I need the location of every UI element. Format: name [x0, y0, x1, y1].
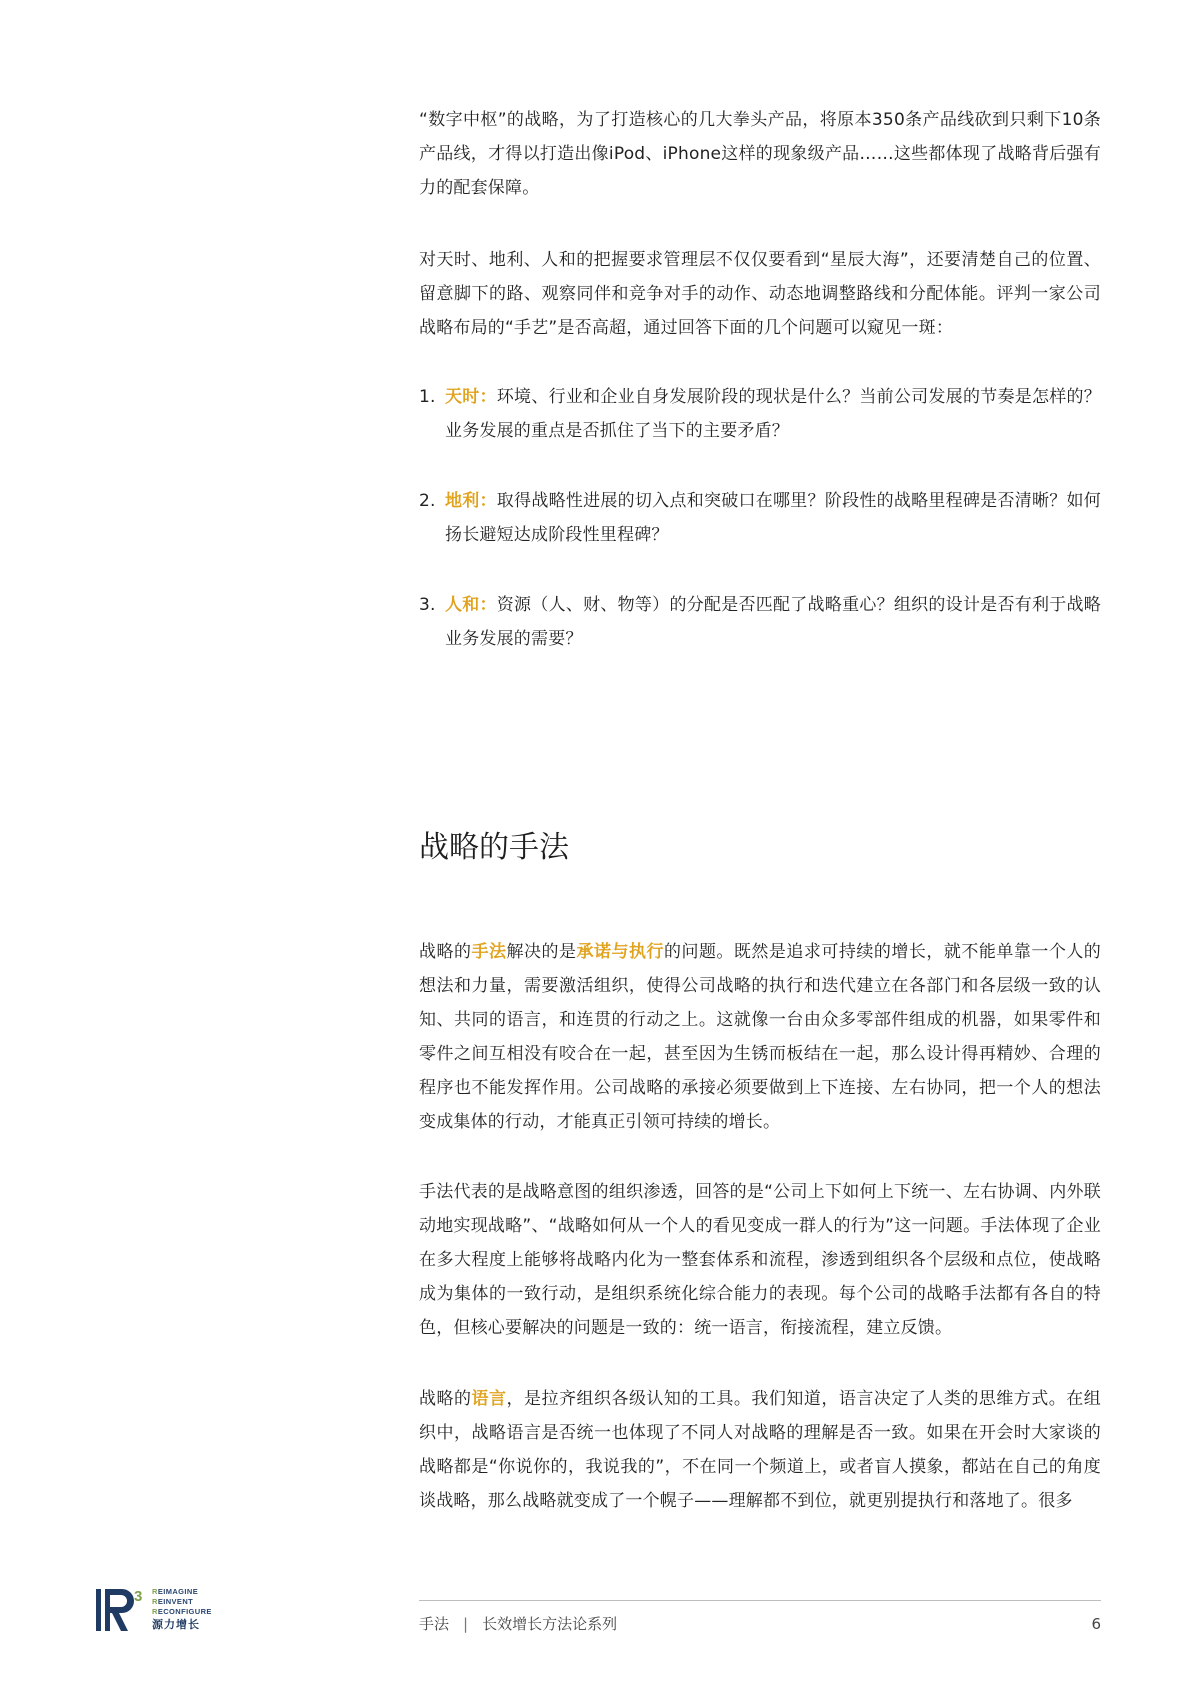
- text-run: 战略的: [419, 942, 472, 962]
- question-term: 人和：: [445, 595, 497, 615]
- question-renhe: [419, 588, 1101, 656]
- intro-paragraph-1: [419, 103, 1101, 205]
- section-paragraph-1: [419, 935, 1101, 1139]
- logo-word: [152, 1587, 212, 1597]
- text-run: ，是拉齐组织各级认知的工具。我们知道，语言决定了人类的思维方式。在组织中，战略语言是否统一也体现了不同人对战略的理解是否一致。如果在开会时大家谈的战略都是“你说你的，我说我的”，不在同一个频道上，或者盲人摸象，都站在自己的角度谈战略，那么战略就变成了一个幌子——理解都不到位，就更别提执行和落地了。很多: [419, 1389, 1101, 1511]
- highlight-term-commitment: 承诺与执行: [576, 942, 664, 962]
- question-text: 取得战略性进展的切入点和突破口在哪里？阶段性的战略里程碑是否清晰？如何扬长避短达成阶段性里程碑？: [445, 491, 1101, 545]
- logo-word: [152, 1607, 212, 1617]
- question-body: [445, 484, 1101, 552]
- footer-running-title: [419, 1613, 617, 1635]
- logo-word: [152, 1597, 212, 1607]
- question-term: 天时：: [445, 387, 497, 407]
- highlight-term-shoufa: 手法: [471, 942, 507, 962]
- logo-chinese-name: 源力增长: [152, 1619, 200, 1631]
- page-number: 6: [1091, 1615, 1101, 1633]
- section-paragraph-2: [419, 1175, 1101, 1345]
- logo-superscript: 3: [134, 1588, 143, 1605]
- logo-word-rest: ECONFIGURE: [157, 1607, 212, 1616]
- logo-word-rest: EINVENT: [157, 1597, 194, 1606]
- section-text-2: 手法代表的是战略意图的组织渗透，回答的是“公司上下如何上下统一、左右协调、内外联动地实现战略”、“战略如何从一个人的看见变成一群人的行为”这一问题。手法体现了企业在多大程度上能够将战略内化为一整套体系和流程，渗透到组织各个层级和点位，使战略成为集体的一致行动，是组织系统化综合能力的表现。每个公司的战略手法都有各自的特色，但核心要解决的问题是一致的：统一语言，衔接流程，建立反馈。: [419, 1182, 1101, 1338]
- intro-paragraph-2: [419, 243, 1101, 345]
- question-text: 资源（人、财、物等）的分配是否匹配了战略重心？组织的设计是否有利于战略业务发展的需要？: [445, 595, 1101, 649]
- question-number: 3.: [419, 595, 436, 615]
- section-paragraph-3: [419, 1382, 1101, 1518]
- logo-word-rest: EIMAGINE: [157, 1587, 199, 1596]
- footer-separator: |: [463, 1615, 469, 1633]
- text-run: 解决的是: [506, 942, 577, 962]
- question-body: [445, 588, 1101, 656]
- text-run: 的问题。既然是追求可持续的增长，就不能单靠一个人的想法和力量，需要激活组织，使得公司战略的执行和迭代建立在各部门和各层级一致的认知、共同的语言，和连贯的行动之上。这就像一台由众多零部件组成的机器，如果零件和零件之间互相没有咬合在一起，甚至因为生锈而板结在一起，那么设计得再精妙、合理的程序也不能发挥作用。公司战略的承接必须要做到上下连接、左右协同，把一个人的想法变成集体的行动，才能真正引领可持续的增长。: [419, 942, 1102, 1132]
- logo-word-initial: R: [152, 1607, 158, 1616]
- question-text: 环境、行业和企业自身发展阶段的现状是什么？当前公司发展的节奏是怎样的？业务发展的重点是否抓住了当下的主要矛盾？: [445, 387, 1101, 441]
- highlight-term-language: 语言: [471, 1389, 507, 1409]
- logo-word-initial: R: [152, 1597, 158, 1606]
- question-dili: [419, 484, 1101, 552]
- question-body: [445, 380, 1101, 448]
- question-tianshi: [419, 380, 1101, 448]
- logo-word-initial: R: [152, 1587, 158, 1596]
- section-text-3: [419, 1382, 1101, 1518]
- section-text-1: [419, 935, 1101, 1139]
- footer-divider: [419, 1600, 1101, 1601]
- question-term: 地利：: [445, 491, 497, 511]
- footer-chapter: 手法: [419, 1615, 450, 1633]
- r3-logo-mark: [96, 1587, 152, 1633]
- footer-series: 长效增长方法论系列: [482, 1615, 618, 1633]
- question-number: 1.: [419, 387, 436, 407]
- intro-text-2: 对天时、地利、人和的把握要求管理层不仅仅要看到“星辰大海”，还要清楚自己的位置、留意脚下的路、观察同伴和竞争对手的动作、动态地调整路线和分配体能。评判一家公司战略布局的“手艺”是否高超，通过回答下面的几个问题可以窥见一斑：: [419, 250, 1101, 338]
- question-number: 2.: [419, 491, 436, 511]
- text-run: 战略的: [419, 1389, 472, 1409]
- section-title: 战略的手法: [419, 830, 569, 865]
- intro-text-1: “数字中枢”的战略，为了打造核心的几大拳头产品，将原本350条产品线砍到只剩下10条产品线，才得以打造出像iPod、iPhone这样的现象级产品……这些都体现了战略背后强有力的配套保障。: [419, 110, 1101, 198]
- logo-wordmark: [152, 1587, 212, 1632]
